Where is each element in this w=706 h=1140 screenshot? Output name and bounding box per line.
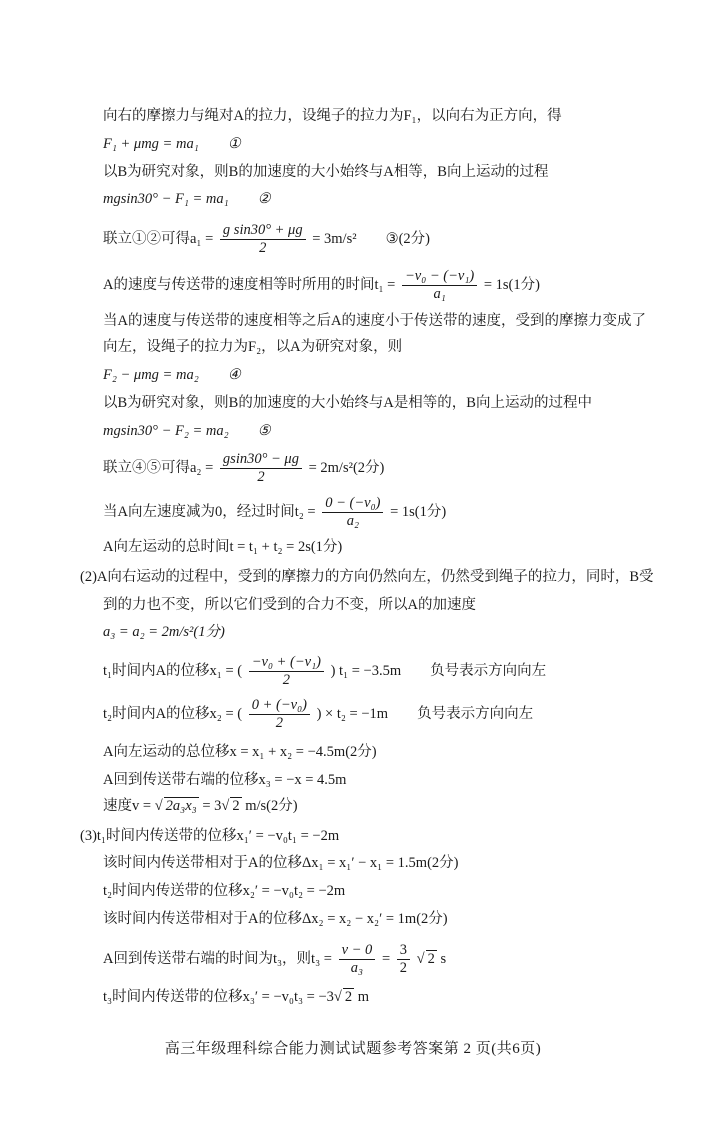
eq-prefix: A回到传送带右端的时间为t₃，则t₃ = bbox=[103, 950, 332, 967]
equation-t2 bbox=[103, 495, 446, 530]
fraction bbox=[220, 222, 306, 257]
eq-prefix: t₃时间内传送带的位移x₃′ = −v₀t₃ = −3 bbox=[103, 989, 334, 1005]
fraction bbox=[249, 654, 324, 689]
radicand: 2 bbox=[427, 950, 435, 967]
eq-suffix: = 3m/s² ③(2分) bbox=[312, 230, 430, 247]
eq-prefix: 联立④⑤可得a₂ = bbox=[103, 459, 214, 476]
equation-x1 bbox=[103, 654, 546, 689]
eq-prefix: 当A向左速度减为0，经过时间t₂ = bbox=[103, 503, 316, 520]
eq-prefix: 联立①②可得a₁ = bbox=[103, 230, 214, 247]
text-line: 该时间内传送带相对于A的位移Δx₂ = x₂ − x₂′ = 1m(2分) bbox=[103, 911, 448, 927]
eq-prefix: A的速度与传送带的速度相等时所用的时间t₁ = bbox=[103, 276, 396, 293]
eq-suffix: = 2m/s²(2分) bbox=[308, 459, 385, 476]
text-line: 以B为研究对象，则B的加速度的大小始终与A是相等的，B向上运动的过程中 bbox=[103, 395, 592, 411]
text-line: (2)A向右运动的过程中，受到的摩擦力的方向仍然向左，仍然受到绳子的拉力，同时，B受 bbox=[80, 569, 654, 585]
fraction bbox=[402, 268, 477, 303]
radicand: 2 bbox=[344, 989, 353, 1005]
fraction bbox=[397, 942, 410, 977]
numerator: gsin30° − μg bbox=[220, 451, 302, 469]
numerator: −v₀ + (−v₁) bbox=[249, 654, 324, 672]
numerator: 0 − (−v₀) bbox=[322, 495, 383, 513]
numerator: 0 + (−v₀) bbox=[249, 697, 310, 715]
denominator: a₃ bbox=[350, 960, 364, 976]
eq-prefix: t₁时间内A的位移x₁ = ( bbox=[103, 662, 243, 679]
eq-mid: = bbox=[381, 950, 391, 967]
text-line: t₂时间内传送带的位移x₂′ = −v₀t₂ = −2m bbox=[103, 883, 346, 899]
numerator: v − 0 bbox=[339, 942, 376, 960]
text-line: 以B为研究对象，则B的加速度的大小始终与A相等，B向上运动的过程 bbox=[103, 164, 549, 180]
equation-4: F₂ − μmg = ma₂ ④ bbox=[103, 367, 241, 383]
numerator: g sin30° + μg bbox=[220, 222, 306, 240]
equation-x2 bbox=[103, 697, 533, 732]
equation-x3prime bbox=[103, 987, 369, 1007]
text-line: A向左运动的总位移x = x₁ + x₂ = −4.5m(2分) bbox=[103, 744, 377, 760]
numerator: −v₀ − (−v₁) bbox=[402, 268, 477, 286]
eq-suffix: ) t₁ = −3.5m 负号表示方向向左 bbox=[330, 662, 547, 679]
text-line: (3)t₁时间内传送带的位移x₁′ = −v₀t₁ = −2m bbox=[80, 828, 340, 844]
eq-suffix: ) × t₂ = −1m 负号表示方向向左 bbox=[316, 705, 534, 722]
eq-suffix: m bbox=[357, 989, 370, 1005]
equation-v bbox=[103, 796, 298, 816]
equation-t1 bbox=[103, 268, 540, 303]
eq-suffix: = 1s(1分) bbox=[390, 503, 447, 520]
numerator: 3 bbox=[397, 942, 410, 960]
text-line: 当A的速度与传送带的速度相等之后A的速度小于传送带的速度，受到的摩擦力变成了 bbox=[103, 313, 646, 329]
denominator: 2 bbox=[257, 469, 265, 485]
denominator: a₂ bbox=[346, 513, 359, 529]
fraction bbox=[322, 495, 383, 530]
equation-t3 bbox=[103, 942, 446, 977]
sqrt-sign: √ bbox=[333, 989, 342, 1005]
text-line: A向左运动的总时间t = t₁ + t₂ = 2s(1分) bbox=[103, 539, 343, 555]
denominator: 2 bbox=[275, 715, 283, 731]
denominator: 2 bbox=[259, 240, 267, 256]
fraction bbox=[220, 451, 302, 486]
equation-2: mgsin30° − F₁ = ma₁ ② bbox=[103, 191, 271, 207]
text-line: 向右的摩擦力与绳对A的拉力，设绳子的拉力为F₁，以向右为正方向，得 bbox=[103, 108, 562, 124]
text-line: 向左，设绳子的拉力为F₂，以A为研究对象，则 bbox=[103, 339, 403, 355]
radicand: 2 bbox=[232, 798, 240, 814]
eq-mid: = 3 bbox=[202, 798, 222, 814]
equation-a3: a₃ = a₂ = 2m/s²(1分) bbox=[103, 624, 225, 640]
eq-suffix: m/s(2分) bbox=[245, 798, 298, 814]
eq-suffix: = 1s(1分) bbox=[483, 276, 540, 293]
equation-a1 bbox=[103, 222, 430, 257]
sqrt-sign: √ bbox=[154, 798, 163, 814]
text-line: 该时间内传送带相对于A的位移Δx₁ = x₁′ − x₁ = 1.5m(2分) bbox=[103, 855, 459, 871]
text-line: 到的力也不变，所以它们受到的合力不变，所以A的加速度 bbox=[103, 597, 476, 613]
sqrt-sign: √ bbox=[416, 950, 425, 967]
fraction bbox=[339, 942, 376, 977]
page-footer: 高三年级理科综合能力测试试题参考答案第 2 页(共6页) bbox=[164, 1041, 542, 1057]
eq-prefix: t₂时间内A的位移x₂ = ( bbox=[103, 705, 243, 722]
fraction bbox=[249, 697, 310, 732]
text-line: A回到传送带右端的位移x₃ = −x = 4.5m bbox=[103, 772, 347, 788]
equation-1: F₁ + μmg = ma₁ ① bbox=[103, 136, 241, 152]
radicand: 2a₃x₃ bbox=[165, 798, 197, 814]
equation-5: mgsin30° − F₂ = ma₂ ⑤ bbox=[103, 423, 271, 439]
eq-prefix: 速度v = bbox=[103, 798, 152, 814]
denominator: a₁ bbox=[433, 286, 446, 302]
denominator: 2 bbox=[282, 672, 290, 688]
sqrt-sign: √ bbox=[221, 798, 230, 814]
eq-suffix: s bbox=[440, 950, 447, 967]
denominator: 2 bbox=[399, 960, 407, 976]
equation-a2 bbox=[103, 451, 384, 486]
